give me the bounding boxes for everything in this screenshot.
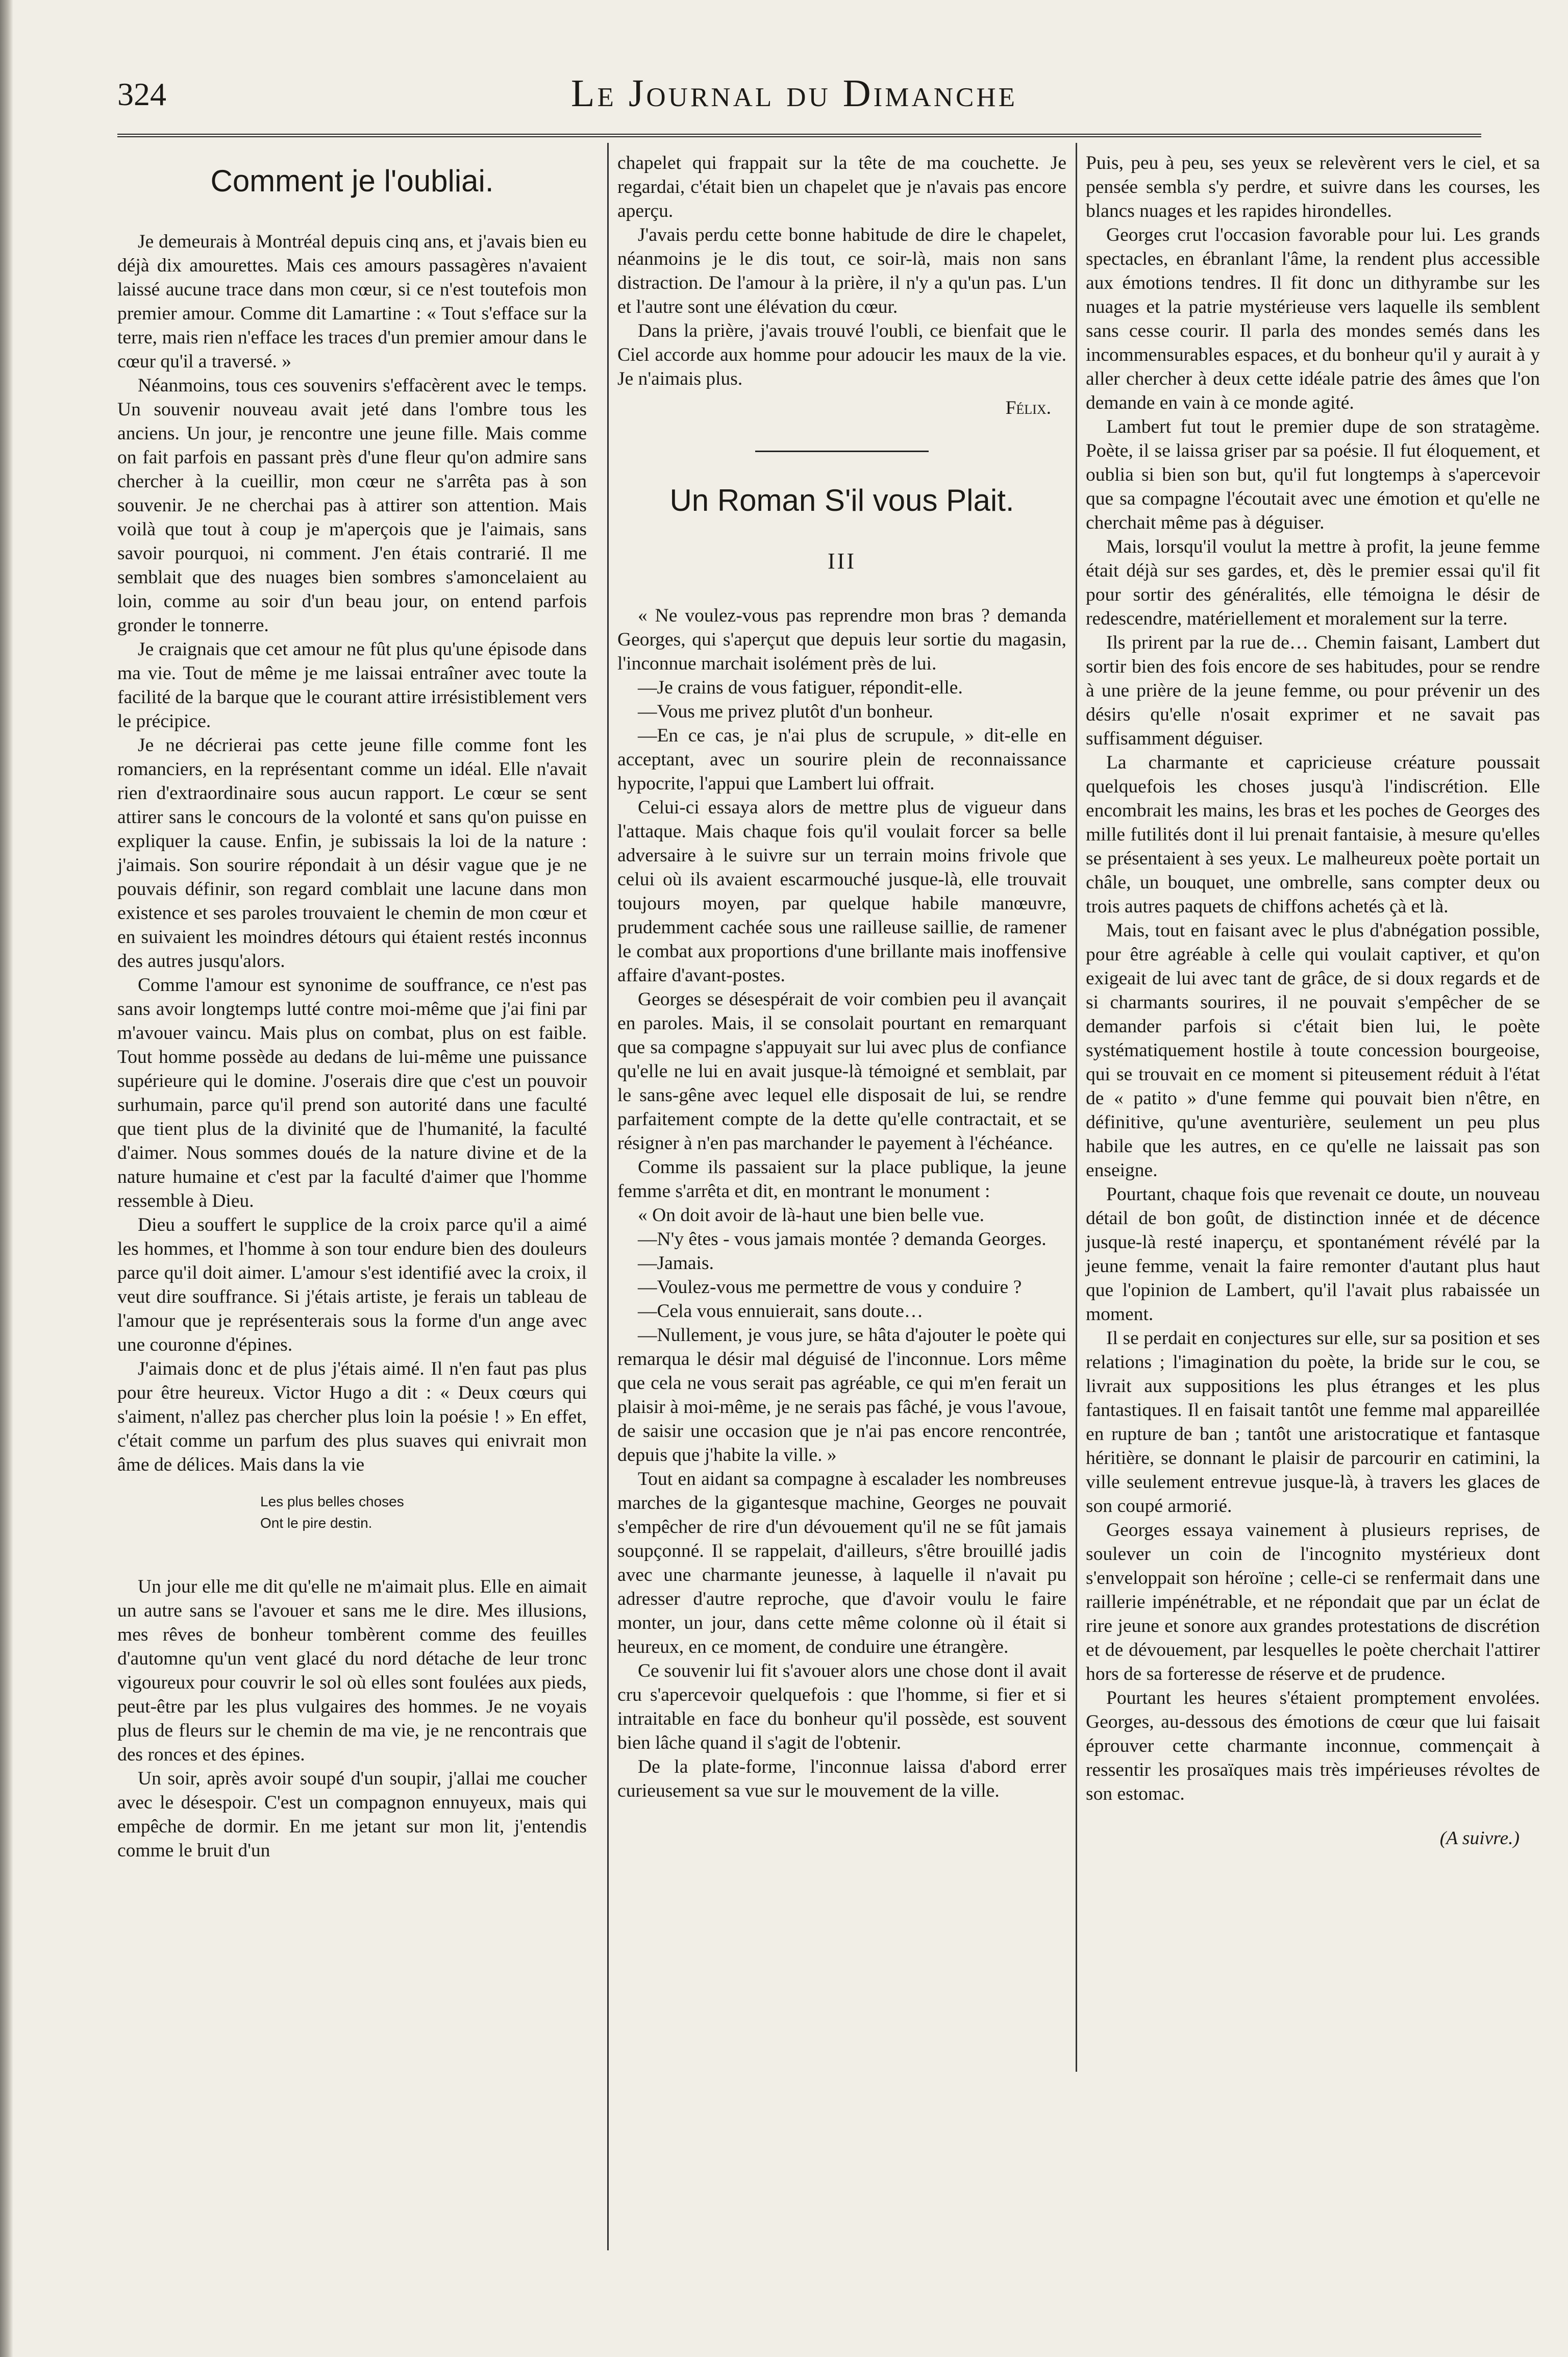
- paragraph: Pourtant, chaque fois que revenait ce doute, un nouveau détail de bon goût, de distinction innée et de décence jusque-là resté inaperçu, et spontanément révélé par la jeune femme, venait la faire remonter d'autant plus haut que l'opinion de Lambert, qu'il l'avait plus rabaissée un moment.: [1086, 1184, 1540, 1325]
- paragraph: —Voulez-vous me permettre de vous y conduire ?: [638, 1277, 1022, 1298]
- column-divider-1: [607, 143, 609, 2250]
- column-1: [117, 151, 587, 1863]
- paragraph: Georges essaya vainement à plusieurs reprises, de soulever un coin de l'incognito mystérieux dont s'enveloppait son héroïne ; celle-ci se renfermait dans une raillerie impénétrable, et ne répondait que par un éclat de rire jeune et sonore aux grandes protestations de discrétion et de dévouement, par lesquelles le poète cherchait l'attirer hors de sa forteresse de réserve et de prudence.: [1086, 1520, 1540, 1684]
- paragraph: —En ce cas, je n'ai plus de scrupule, » dit-elle en acceptant, avec un sourire plein de reconnaissance hypocrite, l'appui que Lambert lui offrait.: [617, 725, 1066, 794]
- paragraph: —Nullement, je vous jure, se hâta d'ajouter le poète qui remarqua le désir mal déguisé de l'inconnue. Lors même que cela ne vous serait pas agréable, ce qui m'en ferait un plaisir à moi-même, je ne serais pas fâché, je vous l'avoue, de saisir une occasion que je n'ai pas encore rencontrée, depuis que j'habite la ville. »: [617, 1325, 1066, 1466]
- paragraph: —Jamais.: [638, 1253, 714, 1274]
- paragraph: Ils prirent par la rue de… Chemin faisant, Lambert dut sortir bien des fois encore de ses habitudes, pour se rendre à une prière de la jeune femme, ou pour prévenir un des désirs qu'elle n'osait exprimer et ne savait pas suffisamment déguiser.: [1086, 632, 1540, 749]
- paragraph: Tout en aidant sa compagne à escalader les nombreuses marches de la gigantesque machine, Georges ne pouvait s'empêcher de rire d'un dévouement qu'il ne se fût jamais soupçonné. Il se rappelait, d'ailleurs, s'être brouillé jadis avec une charmante jeunesse, à laquelle il n'avait pu adresser d'autre reproche, que d'avoir voulu le faire monter, un jour, dans cette même colonne où il était si heureux, en ce moment, de conduire une étrangère.: [617, 1469, 1066, 1657]
- paragraph: Je demeurais à Montréal depuis cinq ans, et j'avais bien eu déjà dix amourettes. Mais ces amours passagères n'avaient laissé aucune trace dans mon cœur, si ce n'est toutefois mon premier amour. Comme dit Lamartine : « Tout s'efface sur la terre, mais rien n'efface les traces d'un premier amour dans le cœur qu'il a traversé. »: [117, 231, 587, 372]
- paragraph: Georges crut l'occasion favorable pour lui. Les grands spectacles, en ébranlant l'âme, la rendent plus accessible aux émotions tendres. Il fit donc un dithyrambe sur les nuages et la patrie mystérieuse vers laquelle ils semblent sans cesse courir. Il parla des mondes semés dans les incommensurables espaces, et du bonheur qu'il y aurait à y aller chercher à deux cette idéale patrie des âmes que l'on demande en vain à ce monde agité.: [1086, 225, 1540, 413]
- page-edge: [0, 0, 13, 2357]
- paragraph: Mais, lorsqu'il voulut la mettre à profit, la jeune femme était déjà sur ses gardes, et, dès le premier essai qu'il fit pour sortir des généralités, elle témoigna le désir de redescendre, matériellement et moralement sur la terre.: [1086, 536, 1540, 629]
- paragraph: —N'y êtes - vous jamais montée ? demanda Georges.: [638, 1229, 1047, 1250]
- paragraph: Dieu a souffert le supplice de la croix parce qu'il a aimé les hommes, et l'homme à son tour endure bien des douleurs parce qu'il doit aimer. L'amour s'est identifié avec la croix, il veut dire souffrance. Si j'étais artiste, je ferais un tableau de l'amour que je représenterais sous la forme d'un ange avec une couronne d'épines.: [117, 1214, 587, 1355]
- column-3: [1086, 151, 1540, 1850]
- paragraph: Un jour elle me dit qu'elle ne m'aimait plus. Elle en aimait un autre sans se l'avouer et sans me le dire. Mes illusions, mes rêves de bonheur tombèrent comme des feuilles d'automne qu'un vent glacé du nord détache de leur tronc vigoureux pour couvrir le sol où elles sont foulées aux pieds, peut-être par les plus vulgaires des hommes. Je ne voyais plus de fleurs sur le chemin de ma vie, je ne rencontrais que des ronces et des épines.: [117, 1576, 587, 1765]
- chapter-number: III: [828, 549, 856, 574]
- article-1-signature: Félix.: [1005, 398, 1051, 418]
- paragraph: J'aimais donc et de plus j'étais aimé. Il n'en faut pas plus pour être heureux. Victor Hugo a dit : « Deux cœurs qui s'aiment, n'allez pas chercher plus loin la poésie ! » En effet, c'était comme un parfum des plus suaves qui enivrait mon âme de délices. Mais dans la vie: [117, 1358, 587, 1475]
- paragraph: —Cela vous ennuierait, sans doute…: [638, 1301, 924, 1322]
- paragraph: Comme l'amour est synonime de souffrance, ce n'est pas sans avoir longtemps lutté contre moi-même que j'ai fini par m'avouer vaincu. Mais plus on combat, plus on est faible. Tout homme possède au dedans de lui-même une puissance supérieure qui le domine. J'oserais dire que c'est un pouvoir surhumain, parce qu'il prend son autorité dans une faculté que tient plus de la divinité que de l'humanité, la faculté d'aimer. Nous sommes doués de la nature divine et de la nature humaine et c'est par la faculté d'aimer que l'homme ressemble à Dieu.: [117, 975, 587, 1211]
- paragraph: —Je crains de vous fatiguer, répondit-elle.: [638, 677, 963, 698]
- paragraph: Il se perdait en conjectures sur elle, sur sa position et ses relations ; l'imagination du poète, la bride sur le cou, se livrait aux suppositions les plus étranges et les plus fantastiques. Il en faisait tantôt une femme mal appareillée en rupture de ban ; tantôt une aristocratique et fantasque héritière, se donnant le plaisir de parcourir en catimini, la ville seulement entrevue jusque-là, à travers les glaces de son coupé armorié.: [1086, 1328, 1540, 1517]
- paragraph: Comme ils passaient sur la place publique, la jeune femme s'arrêta et dit, en montrant le monument :: [617, 1157, 1066, 1202]
- paragraph: Je craignais que cet amour ne fût plus qu'une épisode dans ma vie. Tout de même je me laissai entraîner avec toute la facilité de la barque que le courant attire irrésistiblement vers le précipice.: [117, 639, 587, 732]
- paragraph: De la plate-forme, l'inconnue laissa d'abord errer curieusement sa vue sur le mouvement de la ville.: [617, 1756, 1066, 1801]
- article-2-title: Un Roman S'il vous Plait.: [669, 483, 1014, 517]
- paragraph: Un soir, après avoir soupé d'un soupir, j'allai me coucher avec le désespoir. C'est un compagnon ennuyeux, mais qui empêche de dormir. En me jetant sur mon lit, j'entendis comme le bruit d'un: [117, 1768, 587, 1861]
- to-be-continued: (A suivre.): [1439, 1828, 1520, 1849]
- paragraph: Dans la prière, j'avais trouvé l'oubli, ce bienfait que le Ciel accorde aux homme pour adoucir les maux de la vie. Je n'aimais plus.: [617, 320, 1066, 389]
- paragraph: Pourtant les heures s'étaient promptement envolées. Georges, au-dessous des émotions de cœur que lui faisait éprouver cette charmante inconnue, commençait à ressentir les prosaïques mais très impérieuses révoltes de son estomac.: [1086, 1688, 1540, 1804]
- paragraph: « On doit avoir de là-haut une bien belle vue.: [638, 1205, 984, 1226]
- page-header: [102, 66, 1486, 122]
- paragraph: Néanmoins, tous ces souvenirs s'effacèrent avec le temps. Un souvenir nouveau avait jeté dans l'ombre tous les anciens. Un jour, je rencontre une jeune fille. Mais comme on fait parfois en passant près d'une fleur qu'on admire sans chercher à la cueillir, mon cœur ne s'arrêta pas à son souvenir. Je ne cherchai pas à attirer son attention. Mais voilà que tout à coup je m'aperçois que je l'aimais, sans savoir pourquoi, ni comment. J'en étais contrarié. Il me semblait que des nuages bien sombres s'amoncelaient au loin, comme au soir d'un beau jour, on entend parfois gronder le tonnerre.: [117, 375, 587, 636]
- paragraph: J'avais perdu cette bonne habitude de dire le chapelet, néanmoins je le dis tout, ce soir-là, mais non sans distraction. De l'amour à la prière, il n'y a qu'un pas. L'un et l'autre sont une élévation du cœur.: [617, 225, 1066, 317]
- paragraph: Celui-ci essaya alors de mettre plus de vigueur dans l'attaque. Mais chaque fois qu'il voulait forcer sa belle adversaire à le suivre sur un terrain moins frivole que celui où ils avaient escarmouché jusque-là, elle trouvait toujours moyen, par quelque habile manœuvre, prudemment cachée sous une railleuse saillie, de ramener le combat aux proportions d'une brillante mais inoffensive affaire d'avant-postes.: [617, 797, 1066, 986]
- article-1-title: Comment je l'oubliai.: [210, 164, 494, 198]
- poem-quote: [260, 1491, 587, 1534]
- paragraph: Lambert fut tout le premier dupe de son stratagème. Poète, il se laissa griser par sa poésie. Il fut éloquement, et oublia si bien son but, qu'il fut longtemps à s'apercevoir que sa compagne l'écoutait avec une émotion et qu'elle ne cherchait même pas à déguiser.: [1086, 416, 1540, 533]
- paragraph: Puis, peu à peu, ses yeux se relevèrent vers le ciel, et sa pensée sembla s'y perdre, et suivre dans les courses, les blancs nuages et les rapides hirondelles.: [1086, 153, 1540, 221]
- paragraph: Ce souvenir lui fit s'avouer alors une chose dont il avait cru s'apercevoir quelquefois : que l'homme, si fier et si intraitable en face du bonheur qu'il possède, est souvent bien lâche quand il s'agit de l'obtenir.: [617, 1660, 1066, 1753]
- header-rule: [117, 134, 1481, 137]
- column-2: [617, 151, 1066, 1803]
- paragraph: Mais, tout en faisant avec le plus d'abnégation possible, pour être agréable à celle qui voulait captiver, et qu'on exigeait de lui avec tant de grâce, de si doux regards et de si charmants sourires, il ne pouvait s'empêcher de se demander parfois si c'était bien lui, le poète systématiquement hostile à toute concession bourgeoise, qui se trouvait en ce moment si piteusement réduit à l'état de « patito » d'une femme qui pouvait bien n'être, en définitive, qu'une aventurière, seulement un peu plus habile que les autres, en ce qu'elle ne laissait pas son enseigne.: [1086, 920, 1540, 1181]
- paragraph: Georges se désespérait de voir combien peu il avançait en paroles. Mais, il se consolait pourtant en remarquant que sa compagne s'appuyait sur lui avec plus de confiance qu'elle ne lui en avait jusque-là témoigné et semblait, par le sans-gêne avec lequel elle disposait de lui, se rendre parfaitement compte de la dette qu'elle contractait, et se résigner à n'en pas marchander le payement à l'échéance.: [617, 989, 1066, 1154]
- poem-line: Ont le pire destin.: [260, 1515, 372, 1531]
- article-separator: [755, 451, 929, 452]
- page-number: 324: [117, 76, 166, 112]
- paragraph: chapelet qui frappait sur la tête de ma couchette. Je regardai, c'était bien un chapelet que je n'avais pas encore aperçu.: [617, 153, 1066, 221]
- journal-title: Le Journal du Dimanche: [571, 72, 1017, 115]
- paragraph: —Vous me privez plutôt d'un bonheur.: [638, 701, 933, 722]
- column-divider-2: [1076, 143, 1077, 2072]
- paragraph: La charmante et capricieuse créature poussait quelquefois les choses jusqu'à l'indiscrétion. Elle encombrait les mains, les bras et les poches de Georges des mille futilités dont il lui prenait fantaisie, à mesure qu'elles se présentaient à ses yeux. Le malheureux poète portait un châle, un bouquet, une ombrelle, sans compter deux ou trois autres paquets de chiffons achetés çà et là.: [1086, 752, 1540, 917]
- paragraph: « Ne voulez-vous pas reprendre mon bras ? demanda Georges, qui s'aperçut que depuis leur sortie du magasin, l'inconnue marchait isolément près de lui.: [617, 605, 1066, 674]
- paragraph: Je ne décrierai pas cette jeune fille comme font les romanciers, en la représentant comme un idéal. Elle n'avait rien d'extraordinaire sous aucun rapport. Le cœur se sent attirer sans le concours de la volonté et sans qu'on puisse en expliquer la cause. Enfin, je subissais la loi de la nature : j'aimais. Son sourire répondait à un désir vague que je ne pouvais définir, son regard comblait une lacune dans mon existence et ses paroles trouvaient le chemin de mon cœur et en suivaient les moindres détours qui étaient restés inconnus des autres jusqu'alors.: [117, 735, 587, 972]
- poem-line: Les plus belles choses: [260, 1494, 404, 1509]
